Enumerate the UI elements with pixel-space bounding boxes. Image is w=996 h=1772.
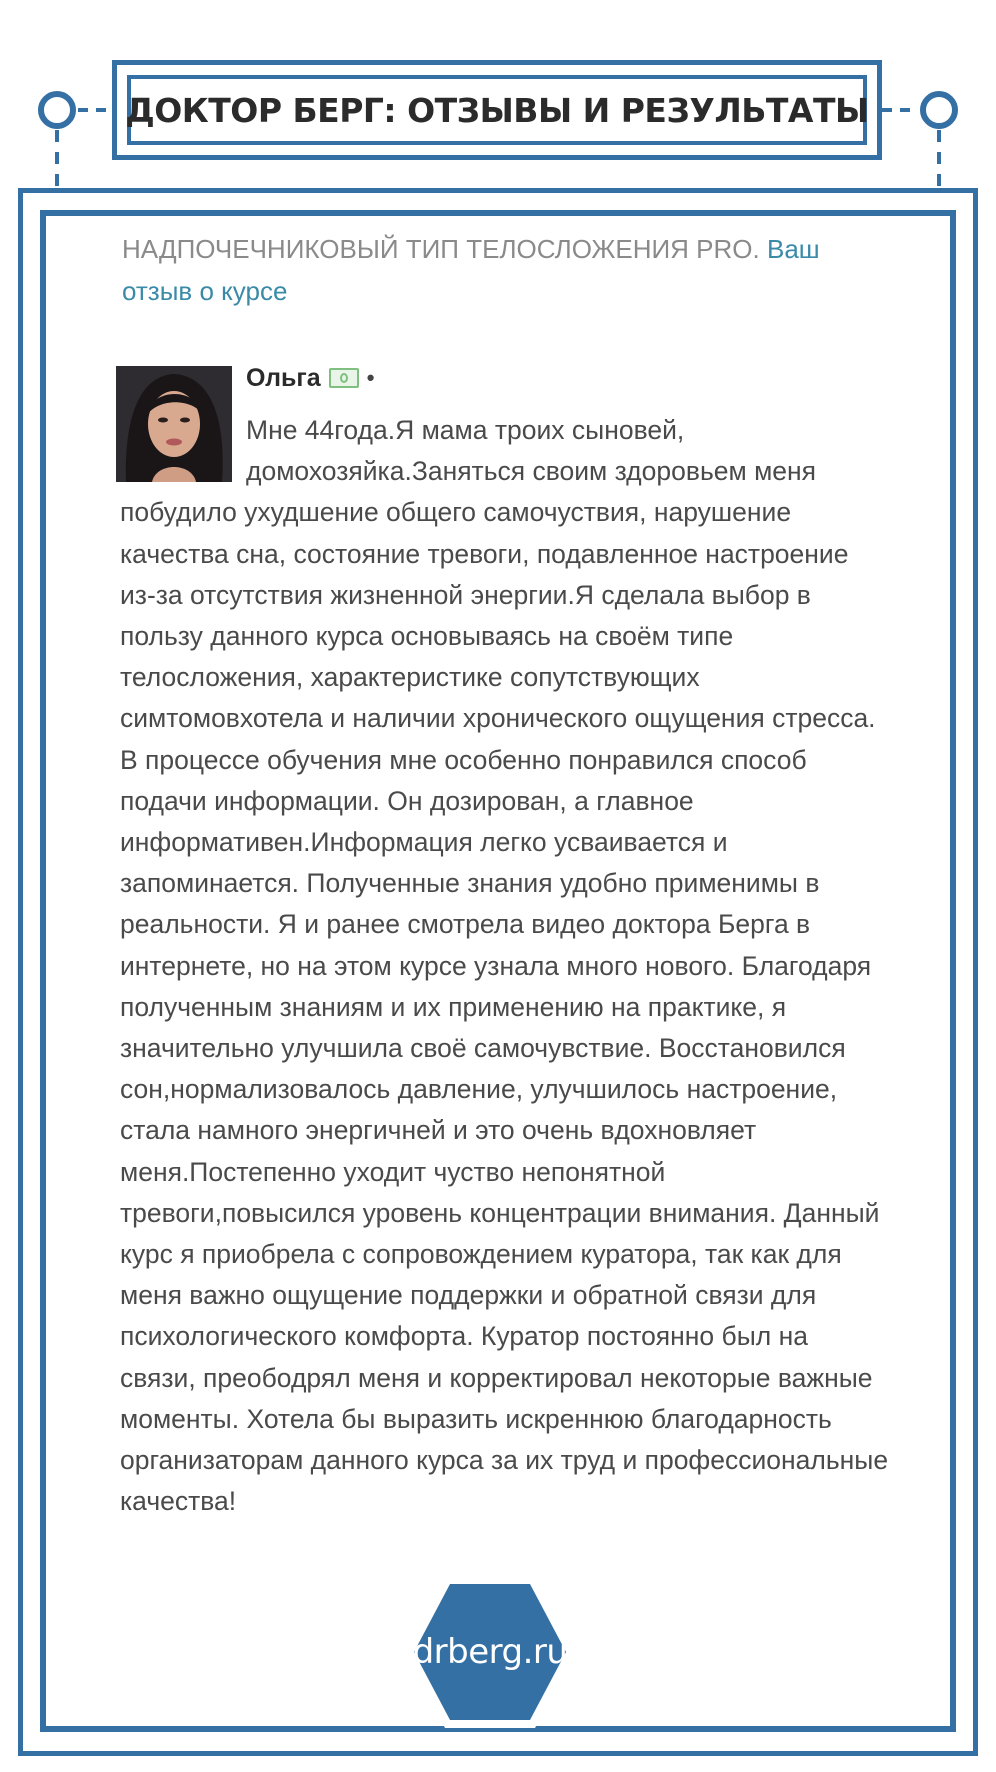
site-url: drberg.ru [412, 1632, 568, 1672]
review-text [120, 410, 890, 1522]
title-box [127, 75, 867, 145]
review-text-start: Мне 44года.Я мама троих сыновей, домохозяйка.Заняться своим здоровьем меня [246, 415, 817, 487]
left-pin-icon [41, 94, 73, 126]
review-text-body: побудило ухудшение общего самочуствия, нарушение качества сна, состояние тревоги, подавленное настроение из-за отсутствия жизненной энергии.Я сделала выбор в пользу данного курса основываясь на своём типе телосложения, характеристике сопутствующих симтомовхотела и наличии хронического ощущения стресса. В процессе обучения мне особенно понравился способ подачи информации. Он дозирован, а главное информативен.Информация легко усваивается и запоминается. Полученные знания удобно применимы в реальности. Я и ранее смотрела видео доктора Берга в интернете, но на этом курсе узнала много нового. Благодаря полученным знаниям и их применению на практике, я значительно улучшила своё самочувствие. Восстановился сон,нормализовалось давление, улучшилось настроение, стала намного энергичней и это очень вдохновляет меня.Постепенно уходит чуство непонятной тревоги,повысился уровень концентрации внимания. Данный курс я приобрела с сопровождением куратора, так как для меня важно ощущение поддержки и обратной связи для психологического комфорта. Куратор постоянно был на связи, преободрял меня и корректировал некоторые важные моменты. Хотела бы выразить искреннюю благодарность организаторам данного курса за их труд и профессиональные качества! [120, 497, 889, 1517]
title-frame [112, 60, 882, 160]
right-pin-icon [923, 94, 955, 126]
course-name: НАДПОЧЕЧНИКОВЫЙ ТИП ТЕЛОСЛОЖЕНИЯ PRO. [122, 234, 760, 264]
money-badge-icon [329, 368, 359, 388]
page-title: ДОКТОР БЕРГ: ОТЗЫВЫ И РЕЗУЛЬТАТЫ [125, 90, 869, 130]
review-author [246, 360, 374, 396]
author-name[interactable]: Ольга [246, 363, 321, 392]
review-link[interactable]: Ваш отзыв о курсе [122, 234, 820, 306]
site-badge[interactable] [400, 1572, 580, 1732]
course-heading [122, 228, 882, 312]
separator-dot: • [366, 365, 375, 390]
